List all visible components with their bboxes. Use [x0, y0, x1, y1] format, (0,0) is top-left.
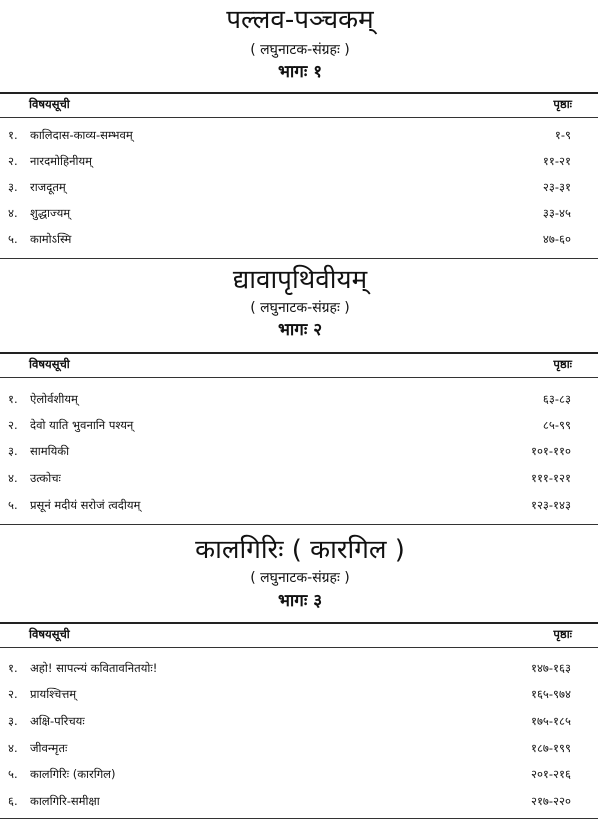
toc-row-title: जीवन्मृतः	[30, 741, 68, 755]
toc-row-pages: १-९	[554, 128, 571, 142]
toc-row	[0, 228, 598, 252]
toc-row-pages: १६५-९७४	[530, 687, 571, 701]
toc-row-number: १.	[8, 392, 18, 406]
toc-row-pages: १८७-१९९	[530, 741, 571, 755]
toc-row-title: देवो याति भुवनानि पश्यन्	[30, 418, 134, 432]
toc-row	[0, 790, 598, 814]
toc-row-number: २.	[8, 418, 18, 432]
toc-row-number: ३.	[8, 444, 18, 458]
toc-row-title: सामयिकी	[30, 444, 70, 458]
section-2-header-row	[0, 354, 598, 374]
toc-row-title: शुद्धाज्यम्	[30, 206, 71, 220]
toc-row-pages: १२३-१४३	[530, 498, 571, 512]
toc-row	[0, 124, 598, 148]
toc-row	[0, 710, 598, 734]
section-1-subtitle: ( लघुनाटक-संग्रहः )	[250, 42, 350, 58]
toc-row	[0, 176, 598, 200]
toc-row-pages: २०१-२१६	[530, 767, 571, 781]
section-2-header-pages: पृष्ठाः	[553, 357, 572, 371]
section-2-subtitle: ( लघुनाटक-संग्रहः )	[250, 300, 350, 316]
toc-row	[0, 683, 598, 707]
toc-row-number: १.	[8, 661, 18, 675]
toc-row-pages: १७५-१८५	[530, 714, 571, 728]
toc-row-title: अक्षि-परिचयः	[30, 714, 85, 728]
toc-row	[0, 763, 598, 787]
toc-row-number: ३.	[8, 714, 18, 728]
toc-row-title: ऐलोर्वशीयम्	[30, 392, 78, 406]
toc-row-pages: १०१-११०	[530, 444, 571, 458]
toc-row-pages: ८५-९९	[542, 418, 571, 432]
toc-row-title: अहो! सापत्न्यं कवितावनितयोः!	[30, 661, 158, 675]
toc-row-pages: १४७-१६३	[530, 661, 571, 675]
toc-row	[0, 150, 598, 174]
toc-row-pages: ३३-४५	[542, 206, 571, 220]
section-1-title: पल्लव-पञ्चकम्	[226, 5, 374, 35]
toc-row-title: कालगिरि-समीक्षा	[30, 794, 100, 808]
toc-row-title: प्रायश्चित्तम्	[30, 687, 77, 701]
section-3-part-label: भागः ३	[277, 591, 323, 611]
toc-row-number: ५.	[8, 232, 18, 246]
toc-row-pages: २१७-२२०	[530, 794, 571, 808]
toc-row-title: कालिदास-काव्य-सम्भवम्	[30, 128, 133, 142]
section-3-subtitle: ( लघुनाटक-संग्रहः )	[250, 570, 350, 586]
section-3-header-rule	[0, 647, 598, 648]
toc-row-pages: १११-१२१	[530, 471, 571, 485]
toc-row	[0, 414, 598, 438]
toc-row	[0, 467, 598, 491]
toc-row-number: ५.	[8, 767, 18, 781]
toc-row	[0, 388, 598, 412]
toc-row-number: ४.	[8, 741, 18, 755]
section-3-header-pages: पृष्ठाः	[553, 627, 572, 641]
section-2-title: द्यावापृथिवीयम्	[232, 265, 368, 295]
toc-row-pages: ४७-६०	[542, 232, 571, 246]
section-2-header-contents: विषयसूची	[29, 357, 70, 371]
section-1-bottom-rule	[0, 258, 598, 259]
section-3-bottom-rule	[0, 818, 598, 819]
toc-row-title: उत्कोचः	[30, 471, 61, 485]
toc-row-title: नारदमोहिनीयम्	[30, 154, 93, 168]
section-2-header-rule	[0, 377, 598, 378]
toc-row-number: १.	[8, 128, 18, 142]
toc-row-number: २.	[8, 687, 18, 701]
section-2-bottom-rule	[0, 524, 598, 525]
section-3-header-row	[0, 624, 598, 644]
toc-row-number: ४.	[8, 206, 18, 220]
section-1-part-label: भागः १	[277, 62, 323, 82]
toc-row-number: ३.	[8, 180, 18, 194]
toc-row	[0, 657, 598, 681]
toc-row-number: २.	[8, 154, 18, 168]
section-2-part-label: भागः २	[277, 320, 323, 340]
section-1-header-contents: विषयसूची	[29, 97, 70, 111]
toc-row-pages: २३-३१	[542, 180, 571, 194]
toc-row-title: कामोऽस्मि	[30, 232, 72, 246]
toc-row-title: राजदूतम्	[30, 180, 66, 194]
section-3-header-contents: विषयसूची	[29, 627, 70, 641]
toc-row-number: ४.	[8, 471, 18, 485]
section-1-header-pages: पृष्ठाः	[553, 97, 572, 111]
toc-row-pages: ११-२१	[542, 154, 571, 168]
toc-row-number: ६.	[8, 794, 18, 808]
toc-row-title: कालगिरिः (कारगिल)	[30, 767, 116, 781]
toc-row-pages: ६३-८३	[542, 392, 571, 406]
toc-row-title: प्रसूनं मदीयं सरोजं त्वदीयम्	[30, 498, 141, 512]
toc-row-number: ५.	[8, 498, 18, 512]
toc-row	[0, 737, 598, 761]
toc-row	[0, 202, 598, 226]
section-1-header-row	[0, 94, 598, 114]
toc-row	[0, 440, 598, 464]
section-3-title: कालगिरिः ( कारगिल )	[195, 535, 405, 565]
section-1-header-rule	[0, 117, 598, 118]
toc-row	[0, 494, 598, 518]
